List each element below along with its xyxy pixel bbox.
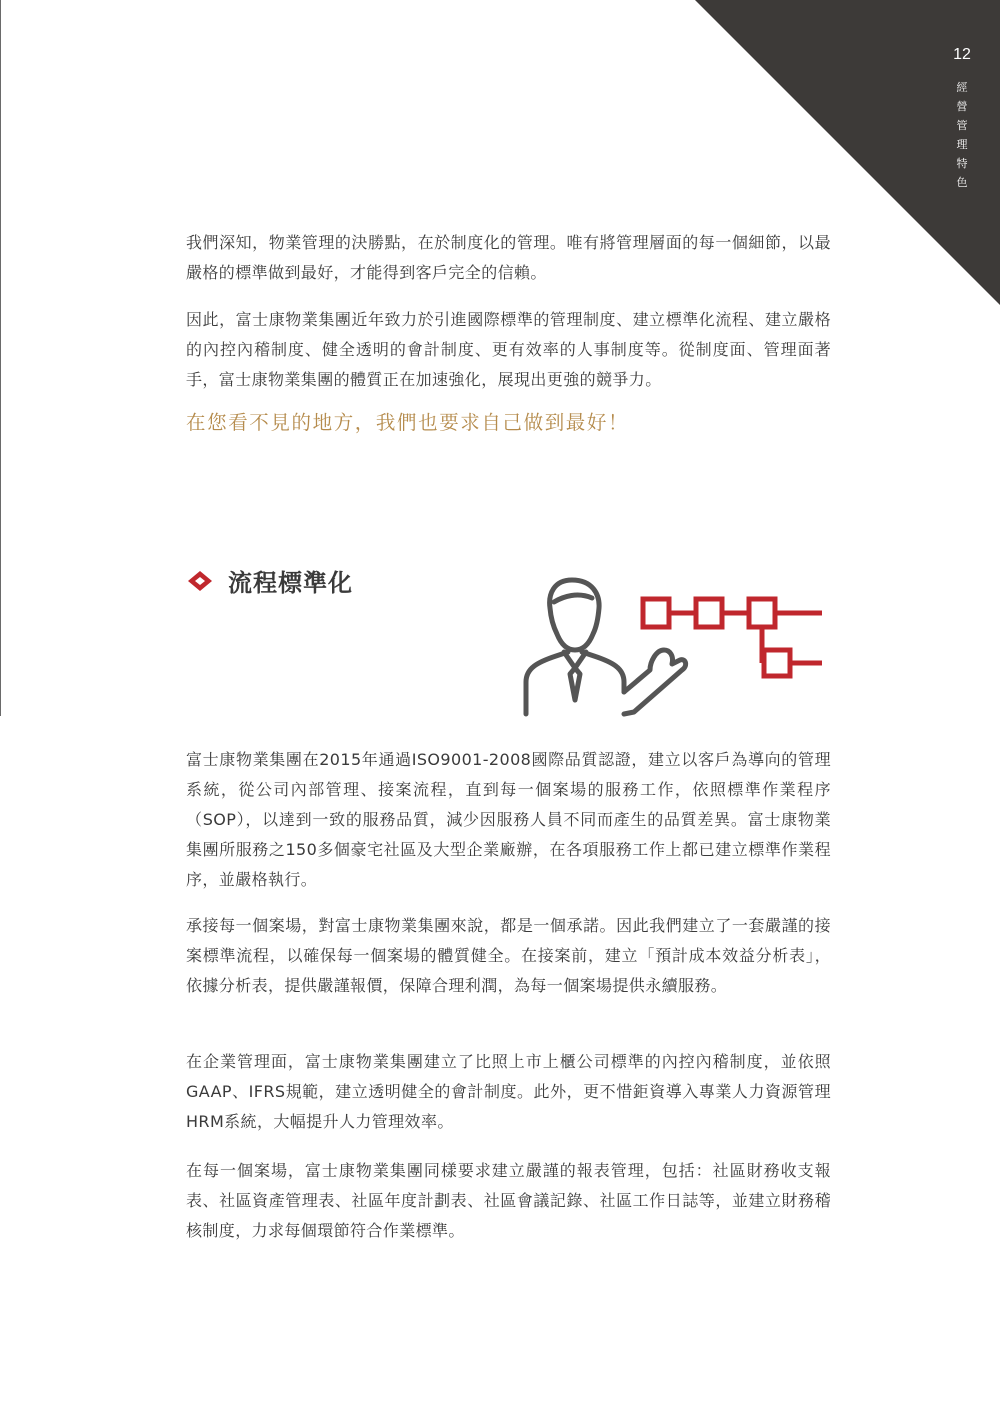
section-tab-char: 經	[956, 81, 968, 94]
diamond-icon	[186, 569, 214, 593]
section-tab-char: 特	[956, 157, 968, 170]
body-paragraph-2: 承接每一個案場，對富士康物業集團來說，都是一個承諾。因此我們建立了一套嚴謹的接案標準流程，以確保每一個案場的體質健全。在接案前，建立「預計成本效益分析表」，依據分析表，提供嚴謹報價，保障合理利潤，為每一個案場提供永續服務。	[186, 916, 831, 995]
section-tab-char: 營	[956, 100, 968, 113]
section-tab-char: 色	[956, 176, 968, 189]
highlight-statement: 在您看不見的地方，我們也要求自己做到最好！	[186, 411, 630, 434]
left-edge-line	[0, 0, 1, 716]
section-title: 流程標準化	[228, 569, 353, 597]
section-tab-char: 理	[956, 138, 968, 151]
body-paragraph-1: 富士康物業集團在2015年通過ISO9001-2008國際品質認證，建立以客戶為導向的管理系統，從公司內部管理、接案流程，直到每一個案場的服務工作，依照標準作業程序（SOP），以達到一致的服務品質，減少因服務人員不同而產生的品質差異。富士康物業集團所服務之150多個豪宅社區及大型企業廠辦，在各項服務工作上都已建立標準作業程序，並嚴格執行。	[186, 750, 831, 889]
intro-paragraph-2: 因此，富士康物業集團近年致力於引進國際標準的管理制度、建立標準化流程、建立嚴格的內控內稽制度、健全透明的會計制度、更有效率的人事制度等。從制度面、管理面著手，富士康物業集團的體質正在加速強化，展現出更強的競爭力。	[186, 310, 831, 389]
businessman-flowchart-icon	[520, 572, 830, 720]
section-heading	[186, 563, 353, 598]
body-paragraph-3: 在企業管理面，富士康物業集團建立了比照上市上櫃公司標準的內控內稽制度，並依照GAAP、IFRS規範，建立透明健全的會計制度。此外，更不惜鉅資導入專業人力資源管理HRM系統，大幅提升人力管理效率。	[186, 1052, 831, 1131]
intro-paragraph-1: 我們深知，物業管理的決勝點，在於制度化的管理。唯有將管理層面的每一個細節，以最嚴格的標準做到最好，才能得到客戶完全的信賴。	[186, 233, 831, 282]
section-tab-char: 管	[956, 119, 968, 132]
body-paragraph-4: 在每一個案場，富士康物業集團同樣要求建立嚴謹的報表管理，包括：社區財務收支報表、社區資產管理表、社區年度計劃表、社區會議記錄、社區工作日誌等，並建立財務稽核制度，力求每個環節符合作業標準。	[186, 1161, 831, 1240]
page-number: 12	[953, 46, 971, 63]
section-tab-vertical	[954, 78, 970, 192]
